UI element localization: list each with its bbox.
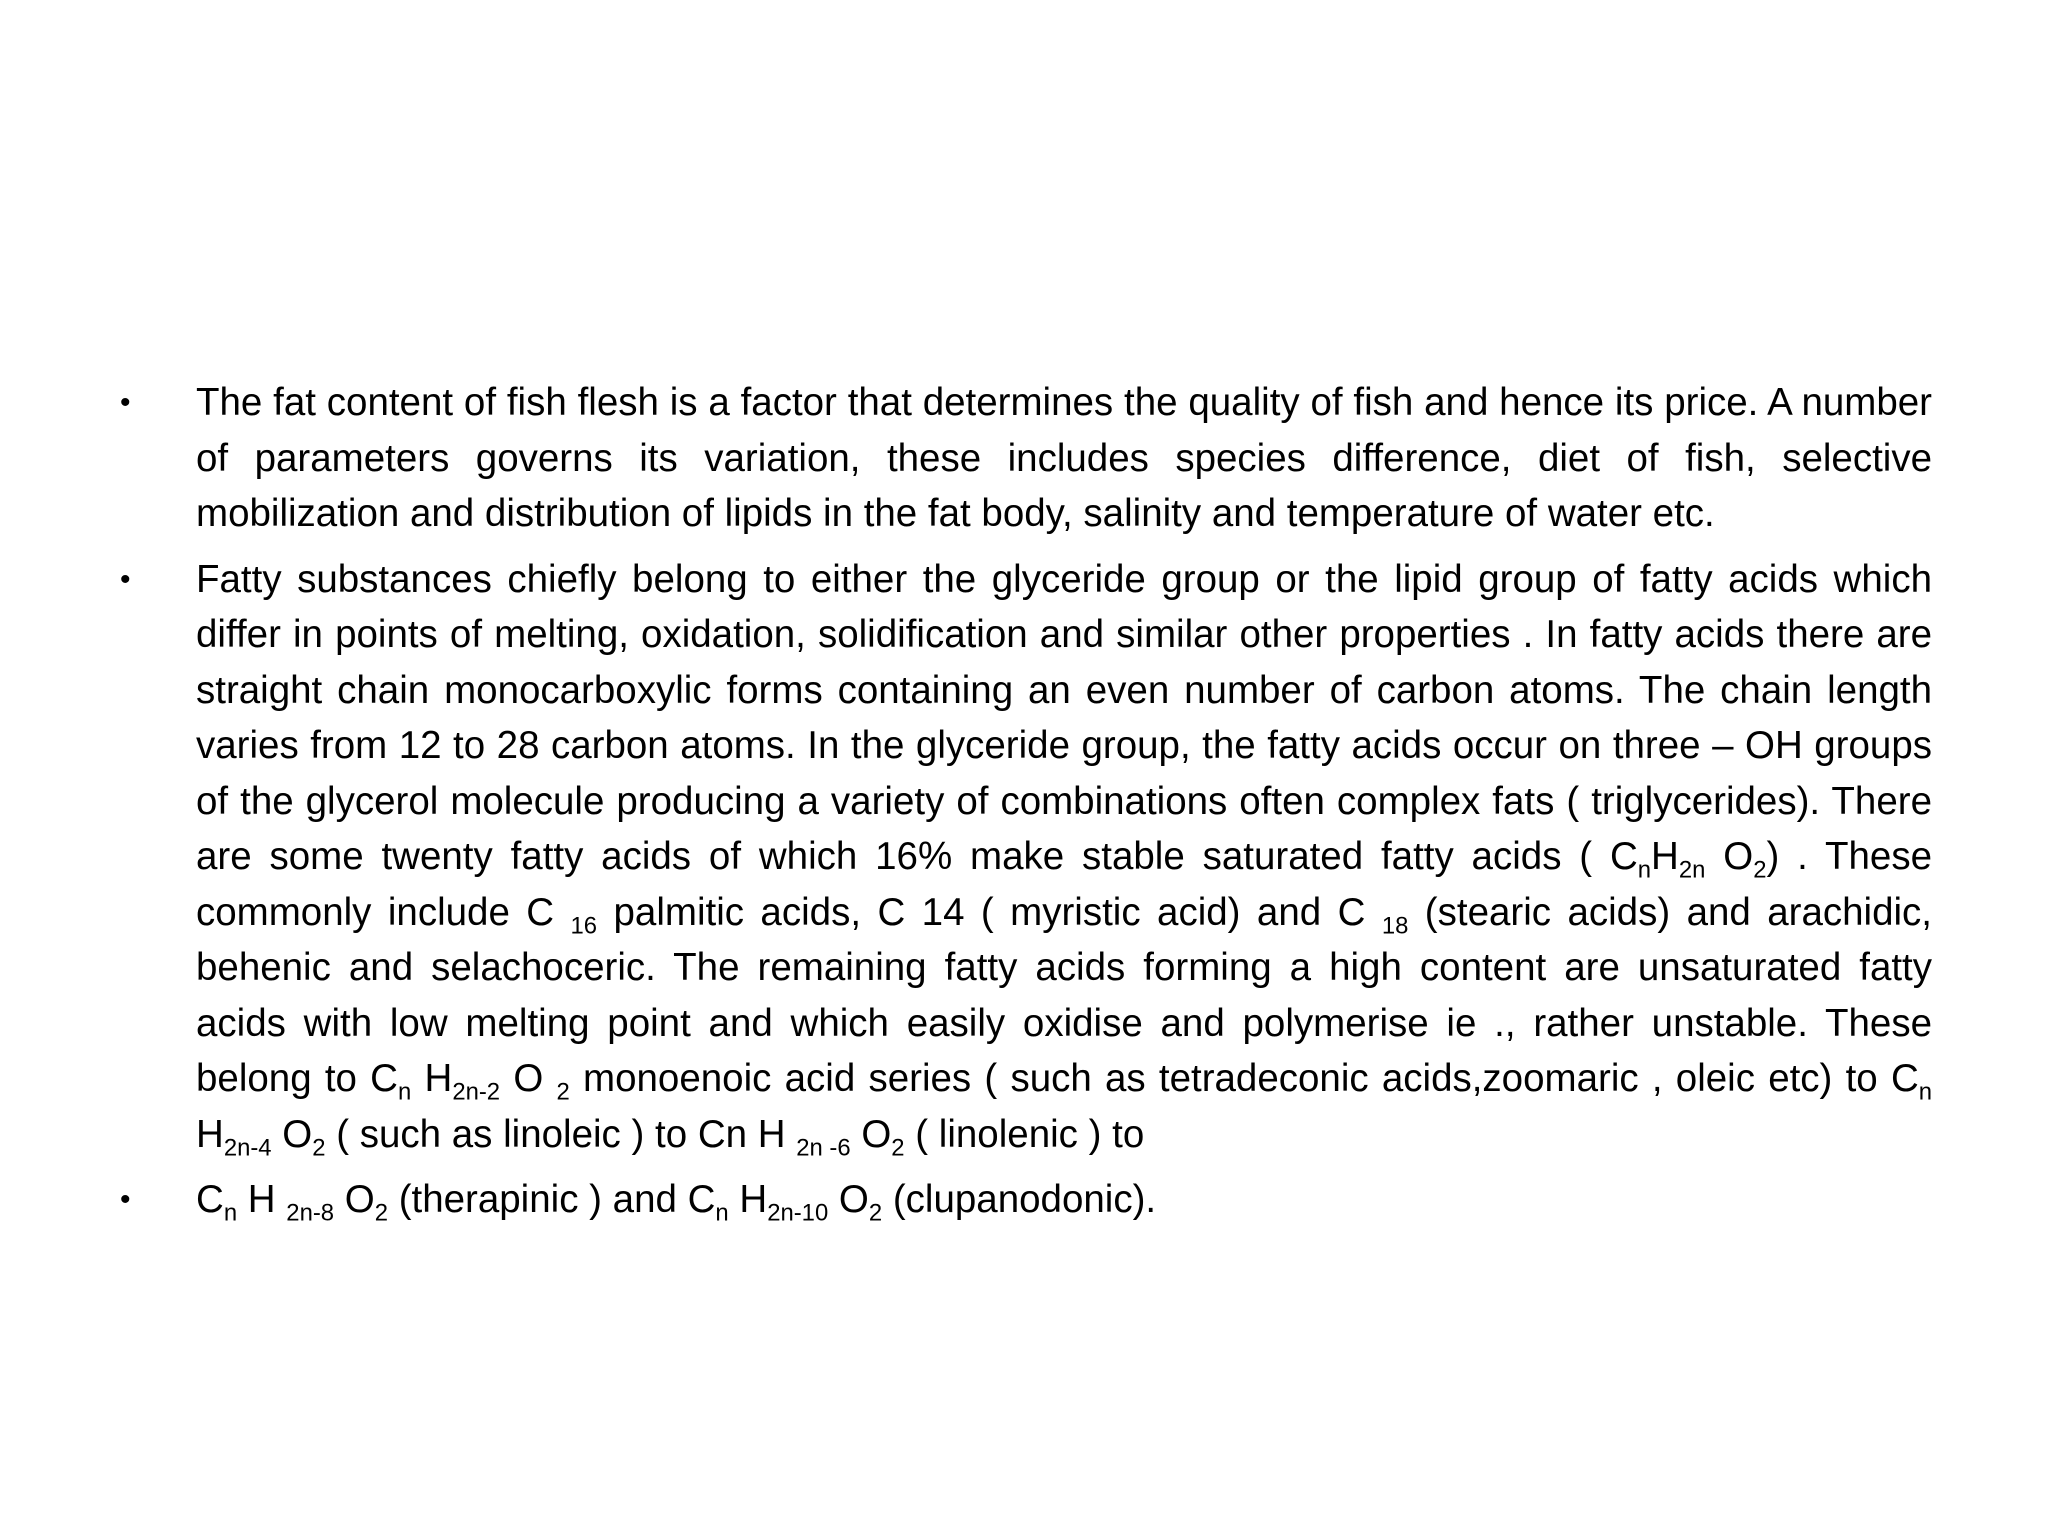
text-run: (clupanodonic). — [882, 1178, 1157, 1221]
text-run: H — [728, 1178, 768, 1221]
text-run: ) . These commonly include C — [196, 835, 1932, 934]
subscript: 2 — [868, 1199, 883, 1227]
text-run: palmitic acids, C 14 ( myristic acid) and C — [597, 890, 1382, 934]
text-run: (therapinic ) and C — [388, 1178, 716, 1221]
text-run: O — [500, 1057, 557, 1100]
text-run: ( linolenic ) to — [904, 1112, 1145, 1156]
subscript: 2 — [891, 1133, 905, 1161]
text-run: O — [334, 1178, 375, 1221]
text-run: (stearic acids) and arachidic, behenic and selachoceric. The remaining fatty acids forming a high content are unsaturated fatty acids with low melting point and which easily oxidise and polymerise ie ., rather unstable. These belong to C — [196, 890, 1933, 1100]
bullet-marker: • — [120, 562, 131, 596]
text-run: C — [196, 1178, 224, 1221]
subscript: 2n-8 — [286, 1199, 335, 1227]
text-run: H — [411, 1057, 453, 1100]
subscript: 2 — [1753, 856, 1767, 884]
subscript: 2 — [312, 1133, 326, 1161]
bullet-marker: • — [120, 386, 131, 419]
text-run: H — [237, 1178, 287, 1221]
text-run: H — [196, 1112, 224, 1156]
subscript: n — [1637, 856, 1652, 884]
text-run: O — [828, 1178, 869, 1221]
subscript: 2 — [556, 1078, 570, 1106]
subscript: 16 — [570, 911, 598, 939]
text-run: ( such as linoleic ) to Cn H — [325, 1112, 797, 1156]
bullet-marker: • — [120, 1183, 131, 1216]
subscript: 2n-10 — [767, 1199, 829, 1227]
bullet-list — [120, 375, 1932, 1238]
paragraph-text: The fat content of fish flesh is a factor that determines the quality of fish and hence its price. A number of parameters governs its variation, these includes species difference, diet of fish, selective mobilization and distribution of lipids in the fat body, salinity and temperature of water etc. — [196, 381, 1932, 535]
subscript: 2n -6 — [796, 1133, 851, 1161]
text-run: O — [1705, 835, 1754, 878]
text-run: O — [271, 1112, 313, 1156]
subscript: n — [223, 1199, 238, 1227]
text-run: Fatty substances chiefly belong to either the glyceride group or the lipid group of fatty acids which differ in points of melting, oxidation, solidification and similar other properties . In fatty acids there are straight chain monocarboxylic forms containing an even number of carbon atoms. The chain length varies from 12 to 28 carbon atoms. In the glyceride group, the fatty acids occur on three – OH groups of the glycerol molecule producing a variety of combinations often complex fats ( triglycerides). There are some twenty fatty acids of which 16% make stable saturated fatty acids ( C — [196, 557, 1932, 878]
subscript: n — [1918, 1078, 1933, 1106]
subscript: 18 — [1381, 911, 1409, 939]
text-run: H — [1651, 835, 1679, 878]
subscript: 2 — [374, 1199, 388, 1227]
text-run: monoenoic acid series ( such as tetradeconic acids,zoomaric , oleic etc) to C — [569, 1057, 1919, 1100]
bullet-item-fat-content — [120, 375, 1932, 542]
subscript: n — [398, 1078, 412, 1106]
bullet-item-fatty-substances — [120, 552, 1932, 1163]
subscript: n — [715, 1199, 729, 1227]
bullet-item-therapinic — [120, 1172, 1932, 1228]
subscript: 2n — [1678, 856, 1706, 884]
text-run: O — [850, 1112, 892, 1156]
subscript: 2n-2 — [452, 1078, 501, 1106]
subscript: 2n-4 — [223, 1133, 272, 1161]
